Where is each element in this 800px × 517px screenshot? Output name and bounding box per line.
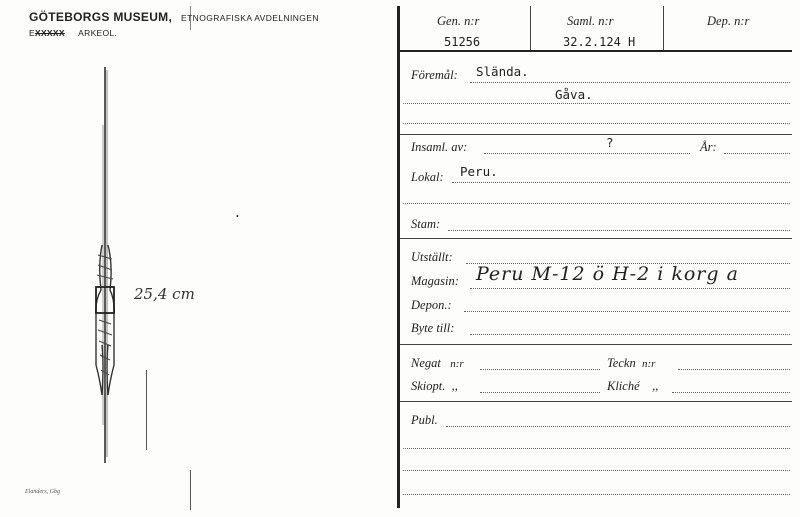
lokal-value: Peru. bbox=[460, 164, 498, 179]
foremal-dots bbox=[470, 82, 790, 83]
kliche-label bbox=[607, 379, 658, 394]
section-name: ARKEOL. bbox=[78, 28, 118, 38]
skiopt-mark: ,, bbox=[451, 379, 458, 393]
teckn-label bbox=[607, 356, 655, 371]
foremal-dots-3 bbox=[403, 123, 790, 124]
struck-word: XXXXX bbox=[34, 28, 65, 38]
kliche-text: Kliché bbox=[607, 379, 640, 393]
lokal-dots-2 bbox=[403, 203, 790, 204]
department-name: ETNOGRAFISKA AVDELNINGEN bbox=[181, 13, 319, 23]
ar-label: År: bbox=[700, 140, 717, 154]
dep-nr-label: Dep. n:r bbox=[707, 14, 750, 28]
teckn-text: Teckn bbox=[607, 356, 636, 370]
pencil-mark bbox=[190, 470, 191, 510]
publ-dots-4 bbox=[403, 494, 790, 495]
byte-label: Byte till: bbox=[411, 321, 455, 335]
publ-dots-2 bbox=[403, 448, 790, 449]
teckn-nr: n:r bbox=[641, 358, 656, 370]
negat-text: Negat bbox=[411, 356, 441, 370]
depon-dots bbox=[464, 311, 790, 312]
section-prefix: E bbox=[29, 28, 35, 38]
gen-nr-value: 51256 bbox=[444, 35, 481, 49]
stam-dots bbox=[448, 230, 790, 231]
row-divider bbox=[400, 134, 792, 135]
publ-dots-3 bbox=[403, 470, 790, 471]
ink-dot: • bbox=[236, 212, 239, 221]
section-line bbox=[29, 28, 117, 38]
gen-nr-label: Gen. n:r bbox=[437, 14, 480, 28]
kliche-dots bbox=[672, 392, 790, 393]
depon-label: Depon.: bbox=[411, 298, 452, 312]
magasin-value: Peru M-12 ö H-2 i korg a bbox=[476, 263, 739, 285]
insaml-dots bbox=[484, 153, 690, 154]
negat-nr: n:r bbox=[450, 358, 464, 370]
pencil-mark bbox=[146, 370, 147, 450]
card-left-border bbox=[397, 6, 400, 508]
teckn-dots bbox=[678, 369, 790, 370]
foremal-label: Föremål: bbox=[411, 68, 458, 82]
skiopt-label bbox=[411, 379, 458, 394]
foremal-value: Slända. bbox=[476, 64, 529, 79]
printer-mark: Elanders, Gbg bbox=[25, 489, 60, 495]
negat-dots bbox=[480, 369, 600, 370]
lokal-label: Lokal: bbox=[411, 170, 444, 184]
byte-dots bbox=[470, 334, 790, 335]
measurement-text: 25,4 cm bbox=[134, 285, 195, 303]
ar-dots bbox=[724, 153, 790, 154]
lokal-dots bbox=[452, 182, 790, 183]
insaml-value: ? bbox=[606, 135, 614, 150]
kliche-mark: ,, bbox=[652, 379, 659, 393]
skiopt-text: Skiopt. bbox=[411, 379, 446, 393]
row-divider bbox=[400, 238, 792, 239]
column-divider bbox=[530, 6, 531, 50]
spindle-image bbox=[80, 65, 130, 465]
foremal-value-2: Gåva. bbox=[555, 87, 593, 102]
header-rule bbox=[400, 50, 792, 52]
column-divider bbox=[663, 6, 664, 50]
publ-label: Publ. bbox=[411, 413, 438, 427]
row-divider bbox=[400, 344, 792, 345]
magasin-label: Magasin: bbox=[411, 274, 459, 288]
utstallt-label: Utställt: bbox=[411, 250, 453, 264]
museum-name: GÖTEBORGS MUSEUM, bbox=[29, 10, 173, 24]
magasin-dots bbox=[470, 288, 790, 289]
foremal-dots-2 bbox=[403, 103, 790, 104]
insaml-label: Insaml. av: bbox=[411, 140, 468, 154]
skiopt-dots bbox=[480, 392, 600, 393]
publ-dots bbox=[446, 426, 790, 427]
saml-nr-value: 32.2.124 H bbox=[563, 35, 636, 49]
saml-nr-label: Saml. n:r bbox=[567, 14, 614, 28]
stam-label: Stam: bbox=[411, 217, 441, 231]
negat-label bbox=[411, 356, 464, 371]
row-divider bbox=[400, 401, 792, 402]
